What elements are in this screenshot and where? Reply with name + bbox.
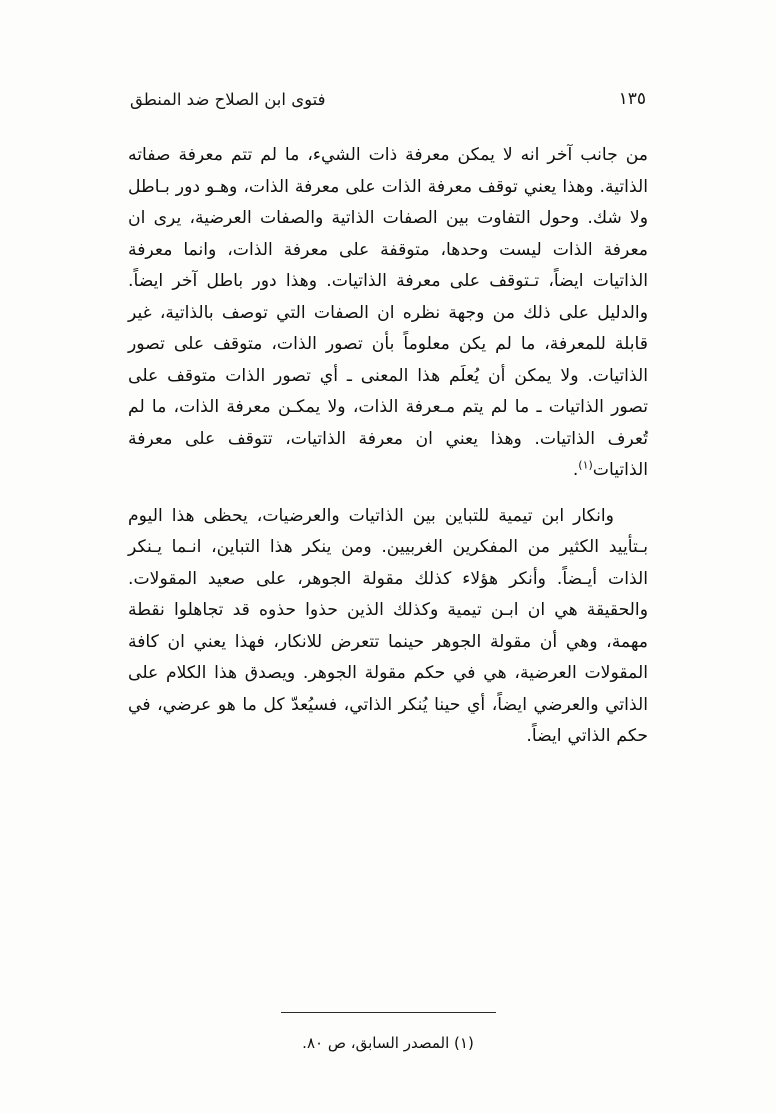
paragraph-1-tail: . xyxy=(572,460,579,480)
footnote-marker-1: (١) xyxy=(578,458,593,472)
page-number: ١٣٥ xyxy=(618,89,646,109)
body-paragraph-1 xyxy=(128,140,648,487)
page-body xyxy=(128,140,648,767)
body-paragraph-2: وانكار ابن تيمية للتباين بين الذاتيات والعرضيات، يحظى هذا اليوم بـتأييد الكثير من المفكرين الغربيين. ومن ينكر هذا التباين، انـما يـنكر الذات أيـضاً. وأنكر هؤلاء كذلك مقولة الجوهر، على صعيد المقولات. والحقيقة هي ان ابـن تيمية وكذلك الذين حذوا حذوه قد تجاهلوا نقطة مهمة، وهي أن مقولة الجوهر حينما تتعرض للانكار، فهذا يعني ان كافة المقولات العرضية، هي في حكم مقولة الجوهر. ويصدق هذا الكلام على الذاتي والعرضي ايضاً، أي حينا يُنكر الذاتي، فسيُعدّ كل ما هو عرضي، في حكم الذاتي ايضاً. xyxy=(128,505,648,746)
footnote-text: (١) المصدر السابق، ص ٨٠. xyxy=(302,1034,474,1052)
footnote-area xyxy=(128,1012,648,1055)
footnote-divider xyxy=(281,1012,496,1013)
running-head-title: فتوى ابن الصلاح ضد المنطق xyxy=(130,89,326,109)
paragraph-1-text: من جانب آخر انه لا يمكن معرفة ذات الشيء، ما لم تتم معرفة صفاته الذاتية. وهذا يعني توقف معرفة الذات على معرفة الذات، وهـو دور بـاطل ولا شك. وحول التفاوت بين الصفات الذاتية والصفات العرضية، يرى ان معرفة الذات ليست وحدها، متوقفة على معرفة الذات، وانما معرفة الذاتيات ايضاً، تـتوقف على معرفة الذاتيات. وهذا دور باطل آخر ايضاً. والدليل على ذلك من وجهة نظره ان الصفات التي توصف بالذاتية، غير قابلة للمعرفة، ما لم يكن معلوماً بأن تصور الذات، متوقف على تصور الذاتيات. ولا يمكن أن يُعلَم هذا المعنى ـ أي تصور الذات متوقف على تصور الذاتيات ـ ما لم يتم مـعرفة الذات، ولا يمكـن معرفة الذات، ما لم تُعرف الذاتيات. وهذا يعني ان معرفة الذاتيات، تتوقف على معرفة الذاتيات xyxy=(128,145,648,480)
page-header xyxy=(130,86,646,112)
